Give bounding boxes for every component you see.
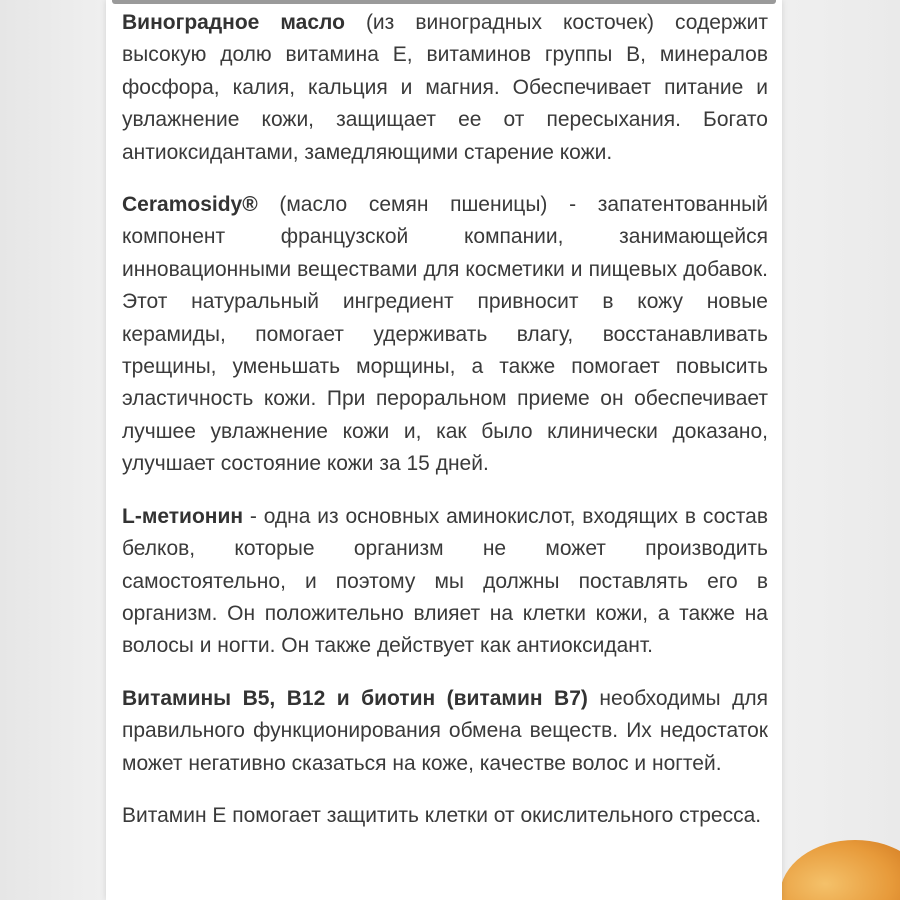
paragraph-grape-oil: [122, 7, 768, 169]
page-top-edge: [112, 0, 776, 4]
paragraph-ceramosidy: [122, 189, 768, 481]
term-grape-oil: Виноградное масло: [122, 11, 345, 34]
paragraph-vitamins-b: [122, 683, 768, 780]
document-text: [122, 7, 768, 832]
paragraph-grape-oil-text: (из виноградных косточек) содержит высокую долю витамина Е, витаминов группы В, минералов фосфора, калия, кальция и магния. Обеспечивает питание и увлажнение кожи, защищает ее от пересыхания. Богато антиоксидантами, замедляющими старение кожи.: [122, 11, 768, 164]
paragraph-ceramosidy-text: (масло семян пшеницы) - запатентованный компонент французской компании, занимающейся инновационными веществами для косметики и пищевых добавок. Этот натуральный ингредиент привносит в кожу новые керамиды, помогает удерживать влагу, восстанавливать трещины, уменьшать морщины, а также помогает повысить эластичность кожи. При пероральном приеме он обеспечивает лучшее увлажнение кожи и, как было клинически доказано, улучшает состояние кожи за 15 дней.: [122, 193, 768, 476]
paragraph-vitamins-b-text: необходимы для правильного функционирования обмена веществ. Их недостаток может негативно сказаться на коже, качестве волос и ногтей.: [122, 686, 768, 775]
term-l-methionine: L-метионин: [122, 504, 244, 528]
paragraph-l-methionine: [122, 501, 768, 663]
paragraph-vitamin-e-text: Витамин Е помогает защитить клетки от окислительного стресса.: [122, 803, 762, 827]
paragraph-l-methionine-text: - одна из основных аминокислот, входящих в состав белков, которые организм не может производить самостоятельно, и поэтому мы должны поставлять его в организм. Он положительно влияет на клетки кожи, а также на волосы и ногти. Он также действует как антиоксидант.: [122, 504, 768, 658]
term-ceramosidy: Ceramosidy®: [122, 193, 258, 217]
paragraph-vitamin-e: [122, 800, 768, 832]
term-vitamins-b: Витамины B5, B12 и биотин (витамин B7): [122, 686, 588, 710]
